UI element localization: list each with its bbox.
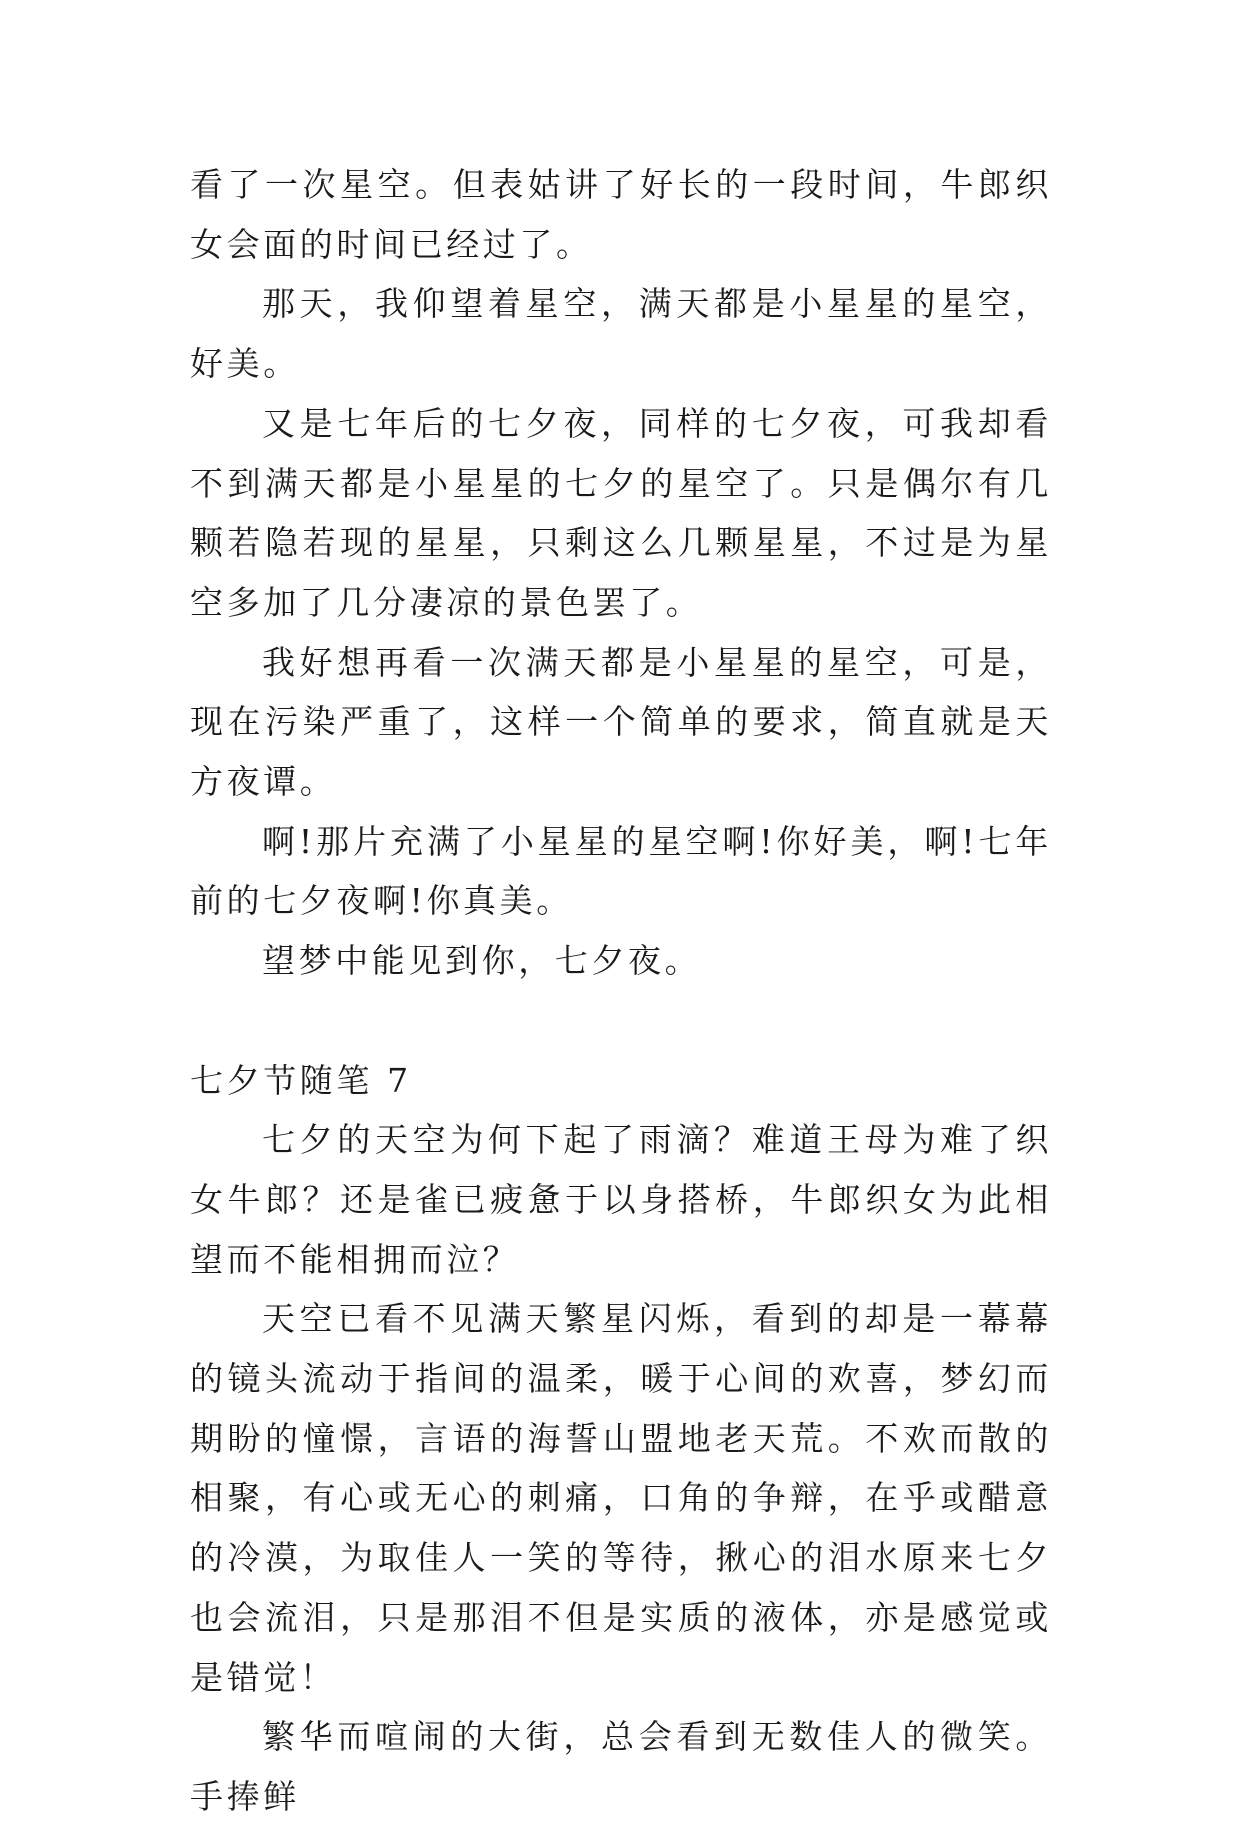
paragraph: 我好想再看一次满天都是小星星的星空，可是，现在污染严重了，这样一个简单的要求，简直就是天方夜谭。 [190, 642, 1052, 802]
section-title: 七夕节随笔 7 [190, 1060, 412, 1100]
paragraph: 七夕的天空为何下起了雨滴？难道王母为难了织女牛郎？还是雀已疲惫于以身搭桥，牛郎织女为此相望而不能相拥而泣？ [190, 1120, 1052, 1279]
paragraph: 繁华而喧闹的大街，总会看到无数佳人的微笑。手捧鲜 [190, 1717, 1052, 1816]
paragraph: 望梦中能见到你，七夕夜。 [262, 941, 702, 981]
paragraph: 看了一次星空。但表姑讲了好长的一段时间，牛郎织女会面的时间已经过了。 [190, 165, 1052, 264]
paragraph: 啊!那片充满了小星星的星空啊!你好美，啊!七年前的七夕夜啊!你真美。 [190, 821, 1052, 921]
paragraph: 那天，我仰望着星空，满天都是小星星的星空，好美。 [190, 284, 1052, 384]
paragraphs-before [190, 155, 1052, 991]
document-body [190, 155, 1052, 1827]
section-spacer [190, 991, 1052, 1051]
paragraphs-after [190, 1110, 1052, 1826]
paragraph: 天空已看不见满天繁星闪烁，看到的却是一幕幕的镜头流动于指间的温柔，暖于心间的欢喜，梦幻而期盼的憧憬，言语的海誓山盟地老天荒。不欢而散的相聚，有心或无心的刺痛，口角的争辩，在乎或醋意的冷漠，为取佳人一笑的等待，揪心的泪水原来七夕也会流泪，只是那泪不但是实质的液体，亦是感觉或是错觉！ [190, 1299, 1052, 1697]
paragraph: 又是七年后的七夕夜，同样的七夕夜，可我却看不到满天都是小星星的七夕的星空了。只是偶尔有几颗若隐若现的星星，只剩这么几颗星星，不过是为星空多加了几分凄凉的景色罢了。 [190, 403, 1052, 622]
